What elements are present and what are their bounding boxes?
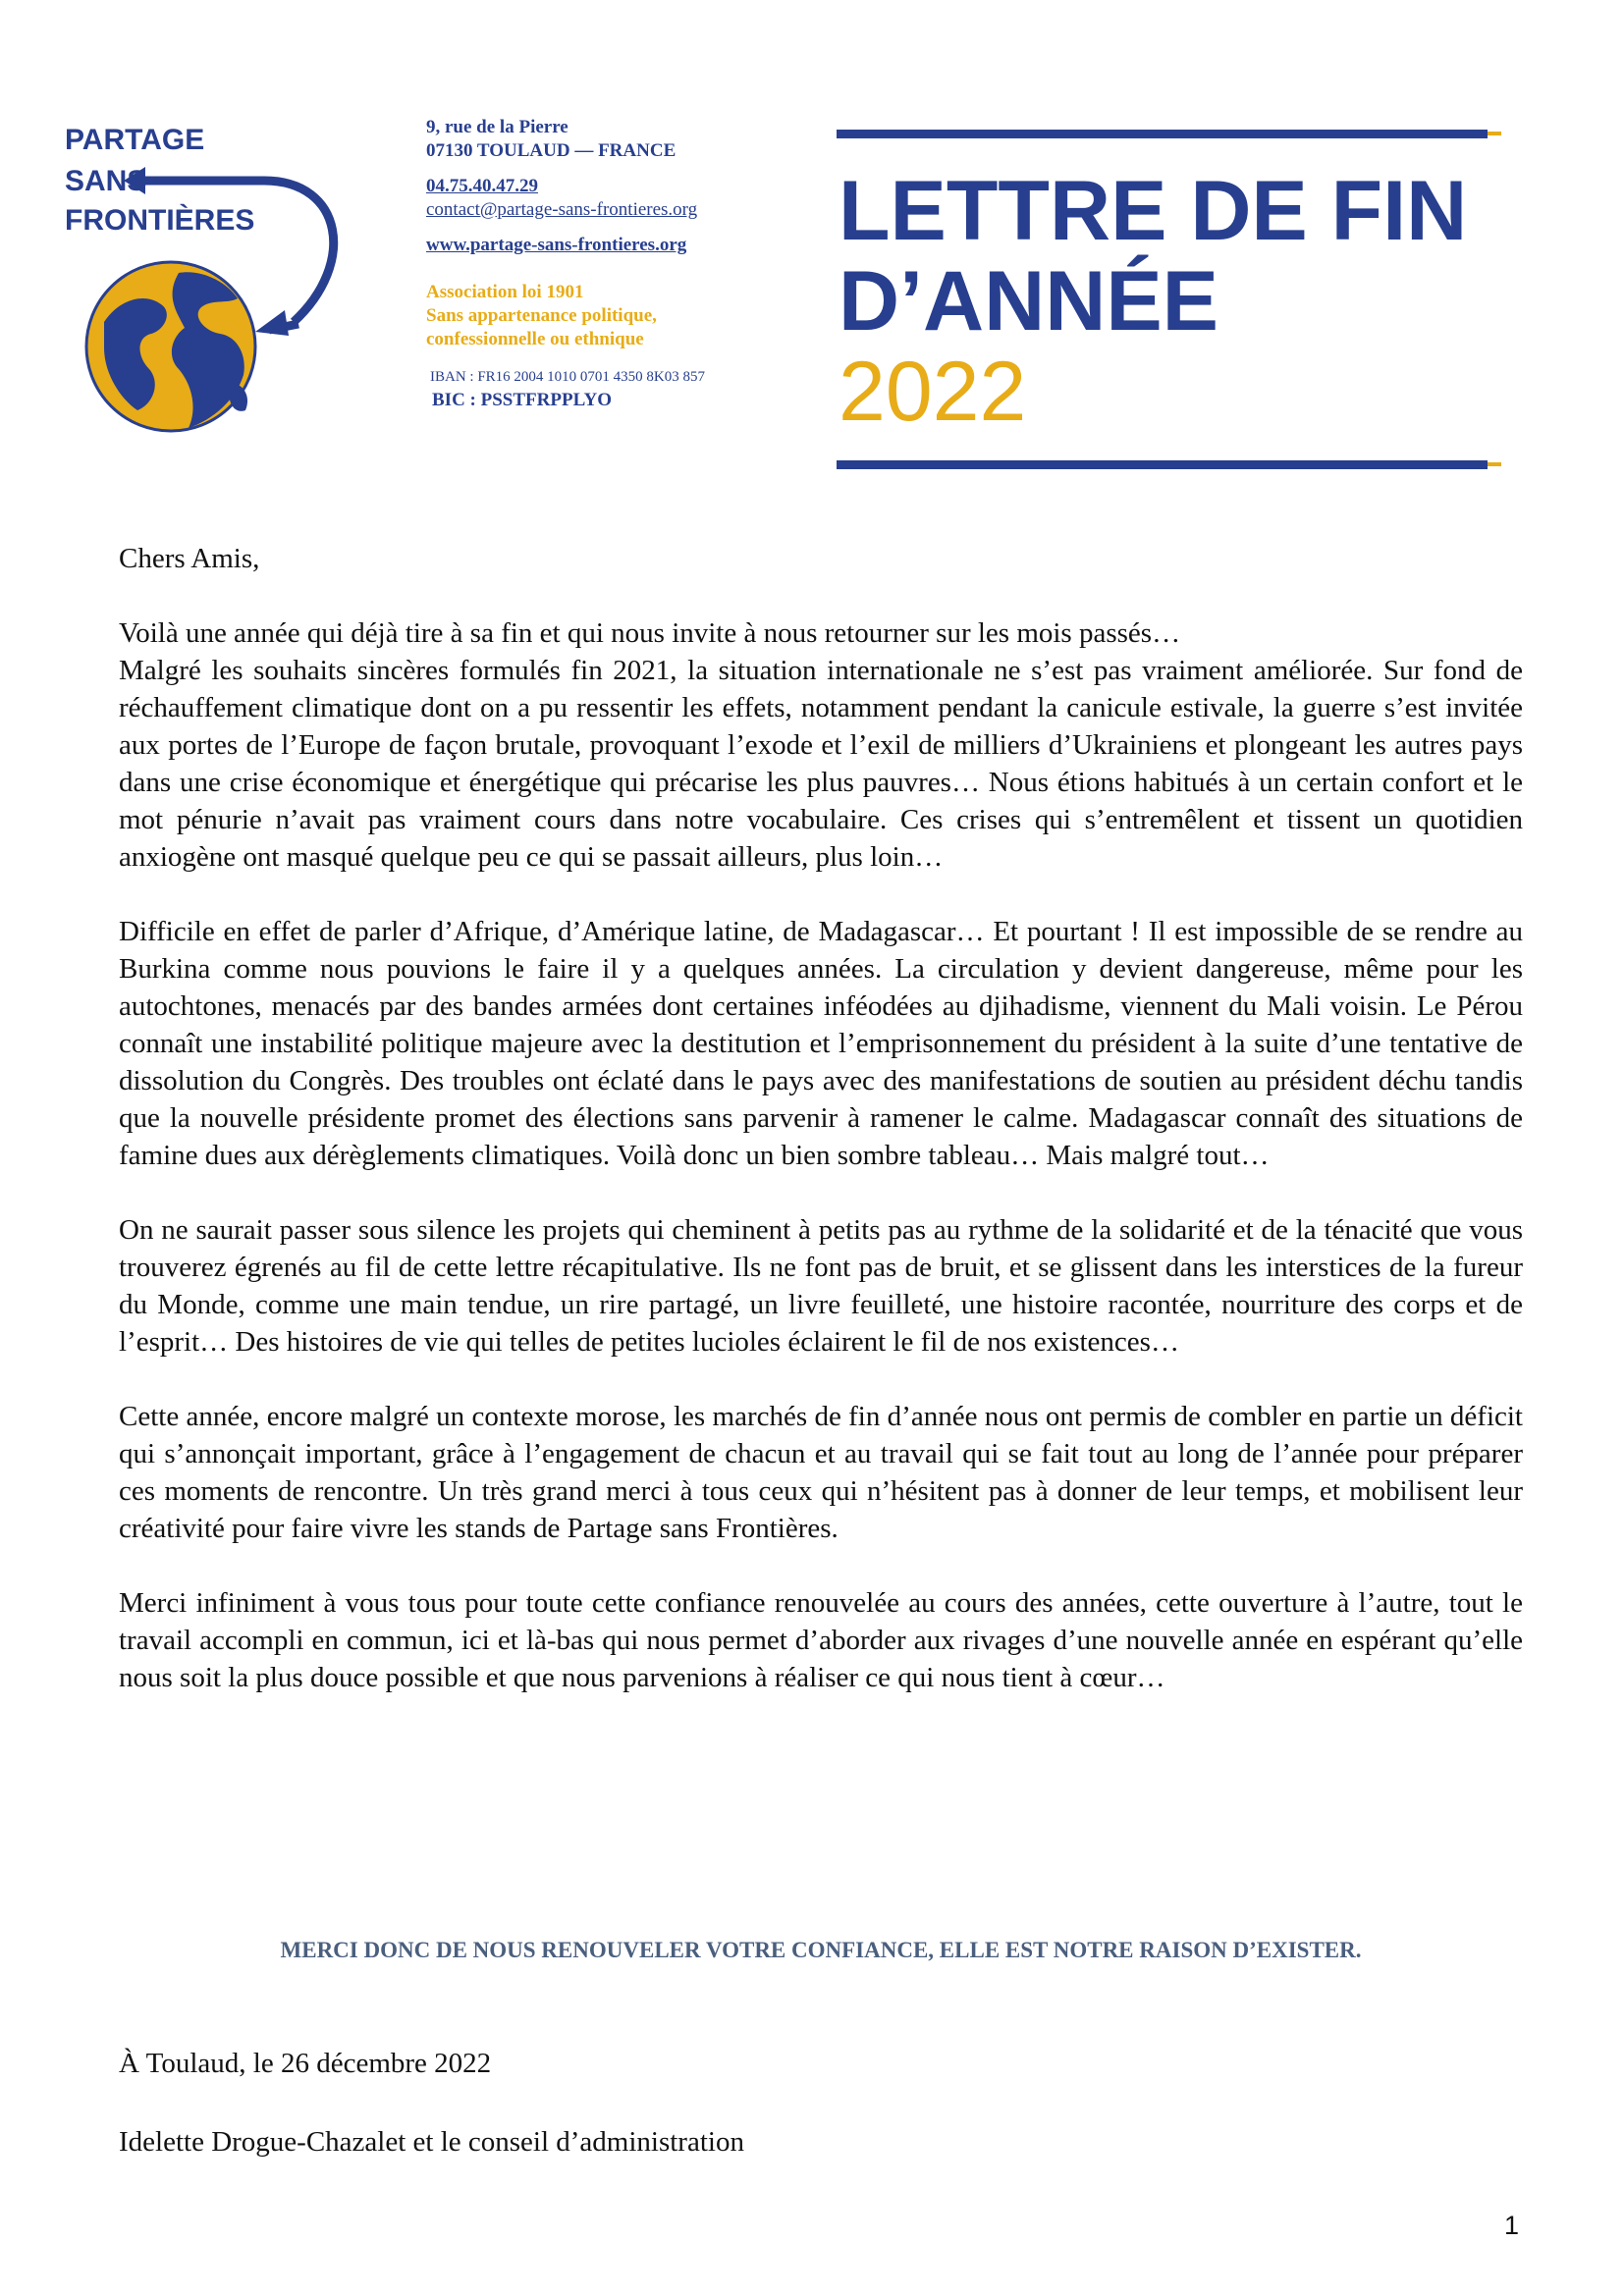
letter-body <box>119 540 1523 1696</box>
page-title <box>839 164 1468 348</box>
salutation: Chers Amis, <box>119 543 260 574</box>
logo-line-2: SANS <box>65 165 147 197</box>
address-line-2: 07130 TOULAUD — FRANCE <box>426 140 677 161</box>
title-line-2: D’ANNÉE <box>839 254 1219 348</box>
bic: BIC : PSSTFRPPLYO <box>432 390 612 410</box>
closing-statement: MERCI DONC DE NOUS RENOUVELER VOTRE CONFIANCE, ELLE EST NOTRE RAISON D’EXISTER. <box>280 1938 1362 1962</box>
logo-line-1: PARTAGE <box>65 126 205 156</box>
title-line-1: LETTRE DE FIN <box>839 164 1468 258</box>
association-statement-2: confessionnelle ou ethnique <box>426 329 644 349</box>
website-link[interactable]: www.partage-sans-frontieres.org <box>426 235 687 255</box>
paragraph-4: Cette année, encore malgré un contexte morose, les marchés de fin d’année nous ont permis de combler en partie un déficit qui s’annonçait important, grâce à l’engagement de chacun et au travail qui se fait tout au long de l’année pour préparer ces moments de rencontre. Un très grand merci à tous ceux qui n’hésitent pas à donner de leur temps, et mobilisent leur créativité pour faire vivre les stands de Partage sans Frontières. <box>119 1401 1523 1544</box>
title-bottom-rule <box>837 460 1488 469</box>
title-year: 2022 <box>839 345 1027 439</box>
association-status: Association loi 1901 <box>426 282 584 302</box>
paragraph-5: Merci infiniment à vous tous pour toute cette confiance renouvelée au cours des années, cette ouverture à l’autre, tout le travail accompli en commun, ici et là-bas qui nous permet d’aborder aux rivages d’une nouvelle année en espérant qu’elle nous soit la plus douce possible et que nous parvenions à réaliser ce qui nous tient à cœur… <box>119 1587 1523 1693</box>
logo-line-3: FRONTIÈRES <box>65 204 255 237</box>
globe-arrow-logo-graphic <box>63 126 387 450</box>
iban: IBAN : FR16 2004 1010 0701 4350 8K03 857 <box>430 369 706 385</box>
organization-logo <box>63 126 387 450</box>
title-top-rule <box>837 130 1488 138</box>
paragraph-1b: Malgré les souhaits sincères formulés fin 2021, la situation internationale ne s’est pas vraiment améliorée. Sur fond de réchauffement climatique dont on a pu ressentir les effets, notamment pendant la canicule estivale, la guerre s’est invitée aux portes de l’Europe de façon brutale, provoquant l’exode et l’exil de milliers d’Ukrainiens et plongeant les autres pays dans une crise économique et énergétique qui précarise les plus pauvres… Nous étions habitués à un certain confort et le mot pénurie n’avait pas vraiment cours dans notre vocabulaire. Ces crises qui s’entremêlent et tissent un quotidien anxiogène ont masqué quelque peu ce qui se passait ailleurs, plus loin… <box>119 655 1523 873</box>
association-statement-1: Sans appartenance politique, <box>426 305 657 326</box>
paragraph-1a: Voilà une année qui déjà tire à sa fin et qui nous invite à nous retourner sur les mois passés… <box>119 617 1181 649</box>
phone-link[interactable]: 04.75.40.47.29 <box>426 176 538 196</box>
place-date: À Toulaud, le 26 décembre 2022 <box>119 2048 492 2079</box>
email-link[interactable]: contact@partage-sans-frontieres.org <box>426 199 698 220</box>
signature: Idelette Drogue-Chazalet et le conseil d’administration <box>119 2126 744 2158</box>
address-line-1: 9, rue de la Pierre <box>426 117 568 137</box>
contact-block <box>426 116 799 412</box>
page-number: 1 <box>1504 2211 1520 2240</box>
letter-title-block <box>837 126 1504 475</box>
paragraph-2: Difficile en effet de parler d’Afrique, d’Amérique latine, de Madagascar… Et pourtant ! Il est impossible de se rendre au Burkina comme nous pouvions le faire il y a quelques années. La circulation y devient dangereuse, même pour les autochtones, menacés par des bandes armées dont certaines inféodées au djihadisme, viennent du Mali voisin. Le Pérou connaît une instabilité politique majeure avec la destitution et l’emprisonnement du président à la suite d’une tentative de dissolution du Congrès. Des troubles ont éclaté dans le pays avec des manifestations de soutien au président déchu tandis que la nouvelle présidente promet des élections sans parvenir à ramener le calme. Madagascar connaît des situations de famine dues aux dérèglements climatiques. Voilà donc un bien sombre tableau… Mais malgré tout… <box>119 916 1523 1171</box>
paragraph-3: On ne saurait passer sous silence les projets qui cheminent à petits pas au rythme de la solidarité et de la ténacité que vous trouverez égrenés au fil de cette lettre récapitulative. Ils ne font pas de bruit, et se glissent dans les interstices de la fureur du Monde, comme une main tendue, un rire partagé, un livre feuilleté, une histoire racontée, nourriture des corps et de l’esprit… Des histoires de vie qui telles de petites lucioles éclairent le fil de nos existences… <box>119 1214 1523 1358</box>
